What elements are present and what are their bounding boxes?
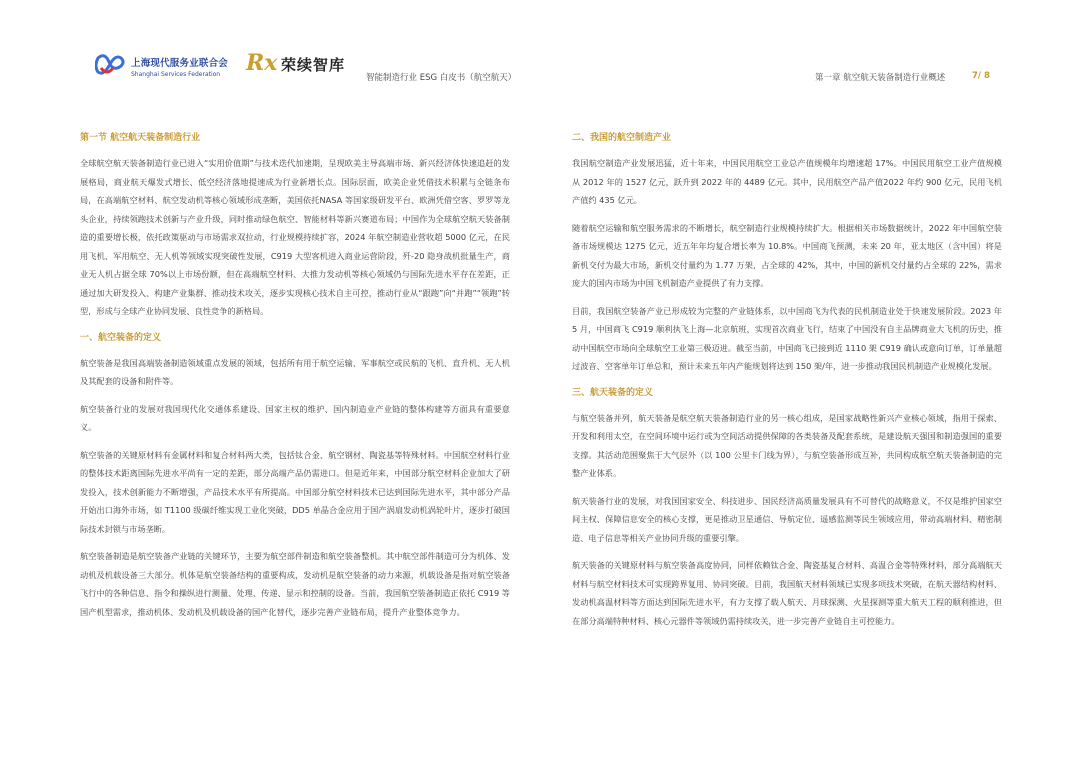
intro-paragraph: 全球航空航天装备制造行业已进入“实用价值期”与技术迭代加速期，呈现欧美主导高端市场、新兴经济体快速追赶的发展格局，商业航天爆发式增长、低空经济落地提速成为行业新增长点。国际层面，欧美企业凭借技术积累与全链条布局，在高端航空材料、航空发动机等核心领域形成垄断，美国依托NASA 等国家级研发平台、欧洲凭借空客、罗罗等龙头企业，持续领跑技术创新与产业升级，同时推动绿色航空、智能材料等新兴赛道布局；中国作为全球航空航天装备制造的重要增长极，依托政策驱动与市场需求双拉动，行业规模持续扩容，2024 年航空制造业营收超 5000 亿元，在民用飞机、军用航空、无人机等领域实现突破性发展，C919 大型客机进入商业运营阶段，歼-20 隐身战机批量生产，商业无人机占据全球 70%以上市场份额，但在高端航空材料、大推力发动机等核心领域仍与国际先进水平存在差距，正通过加大研发投入、构建产业集群、推动技术攻关，逐步实现核心技术自主可控，推动行业从“跟跑”向“并跑”“领跑”转型，形成与全球产业协同发展、良性竞争的新格局。 (80, 158, 510, 316)
subsection-aerospace-definition-title: 三、航天装备的定义 (572, 387, 654, 398)
paragraph: 航空装备制造是航空装备产业链的关键环节，主要为航空部件制造和航空装备整机。其中航空部件制造可分为机体、发动机及机载设备三大部分。机体是航空装备结构的重要构成，发动机是航空装备的动力来源，机载设备是指对航空装备飞行中的各种信息、指令和操纵进行测量、处理、传递、显示和控制的设备。当前，我国航空装备制造正依托 C919 等国产机型需求，推动机体、发动机及机载设备的国产化替代，逐步完善产业链布局，提升产业整体竞争力。 (80, 551, 510, 617)
paragraph: 航空装备的关键原材料有金属材料和复合材料两大类，包括钛合金、航空钢材、陶瓷基等特殊材料。中国航空材料行业的整体技术距离国际先进水平尚有一定的差距，部分高端产品仍需进口。但是近年来，中国部分航空材料企业加大了研发投入，技术创新能力不断增强，产品技术水平有所提高。中国部分航空材料技术已达到国际先进水平，其中部分产品开始出口海外市场，如 T1100 级碳纤维实现工业化突破，DD5 单晶合金应用于国产涡扇发动机涡轮叶片，逐步打破国际技术封锁与市场垄断。 (80, 449, 510, 534)
rx-logo-icon (246, 50, 277, 76)
paragraph: 与航空装备并列，航天装备是航空航天装备制造行业的另一核心组成，是国家战略性新兴产业核心领域，指用于探索、开发和利用太空，在空间环境中运行或为空间活动提供保障的各类装备及配套系统，是建设航天强国和制造强国的重要支撑。其活动范围聚焦于大气层外（以 100 公里卡门线为界），与航空装备形成互补，共同构成航空航天装备制造的完整产业体系。 (572, 412, 1002, 478)
page-header (0, 0, 1080, 100)
right-column (572, 130, 1002, 639)
org1-name-en: Shanghai Services Federation (131, 71, 221, 78)
paragraph: 航天装备的关键原材料与航空装备高度协同，同样依赖钛合金、陶瓷基复合材料、高温合金等特殊材料，部分高端航天材料与航空材料技术可实现跨界复用、协同突破。目前，我国航天材料领域已实现多项技术突破，在航天器结构材料、发动机高温材料等方面达到国际先进水平，有力支撑了载人航天、月球探测、火星探测等重大航天工程的顺利推进，但在部分高端特种材料、核心元器件等领域仍需持续攻关，进一步完善产业链自主可控能力。 (572, 560, 1002, 626)
org1-name: 上海现代服务业联合会 (131, 58, 229, 69)
paragraph: 我国航空制造产业发展迅猛，近十年来，中国民用航空工业总产值规模年均增速超 17%。中国民用航空工业产值规模从 2012 年的 1527 亿元，跃升到 2022 年的 4489 亿元。其中，民用航空产品产值2022 年约 900 亿元，民用飞机产值约 435 亿元。 (572, 158, 1002, 205)
document-title: 智能制造行业 ESG 白皮书（航空航天） (366, 73, 517, 83)
org2-name: 荣续智库 (281, 56, 346, 74)
paragraph: 航天装备行业的发展，对我国国家安全、科技进步、国民经济高质量发展具有不可替代的战略意义，不仅是维护国家空间主权、保障信息安全的核心支撑，更是推动卫星通信、导航定位、遥感监测等民生领域应用，带动高端材料、精密制造、电子信息等相关产业协同升级的重要引擎。 (572, 495, 1002, 543)
paragraph: 航空装备行业的发展对我国现代化交通体系建设、国家主权的维护、国内制造业产业链的整体构建等方面具有重要意义。 (80, 403, 510, 432)
paragraph: 目前，我国航空装备产业已形成较为完整的产业链体系，以中国商飞为代表的民机制造业处于快速发展阶段。2023 年 5 月，中国商飞 C919 顺利执飞上海—北京航班，实现首次商业飞行，结束了中国没有自主品牌商业大飞机的历史，推动中国航空市场向全球航空工业第三极迈进。截至当前，中国商飞已接到近 1110 架 C919 确认或意向订单，订单量超过波音、空客单年订单总和，预计未来五年内产能规划将达到 150 架/年，进一步推动我国民机制造产业规模化发展。 (572, 305, 1002, 371)
paragraph: 航空装备是我国高端装备制造领域重点发展的领域，包括所有用于航空运输、军事航空或民航的飞机、直升机、无人机及其配套的设备和附件等。 (80, 357, 510, 386)
ssf-logo-text (131, 55, 228, 78)
page-number: 7/ 8 (972, 71, 990, 81)
chapter-title: 第一章 航空航天装备制造行业概述 (815, 73, 946, 83)
ssf-logo-icon (95, 54, 125, 78)
paragraph: 随着航空运输和航空服务需求的不断增长，航空制造行业规模持续扩大。根据相关市场数据统计，2022 年中国航空装备市场规模达 1275 亿元，近五年年均复合增长率为 10.8%。中国商飞预测，未来 20 年，亚太地区（含中国）将是新机交付为最大市场，新机交付量约为 1.77 万架，占全球的 42%，其中，中国的新机交付量约占全球的 22%，需求庞大的国内市场为中国飞机制造产业提供了有力支撑。 (572, 222, 1002, 288)
subsection-china-aviation-title: 二、我国的航空制造产业 (572, 133, 672, 143)
org2-mark: Rx (246, 50, 278, 76)
subsection-aviation-definition-title: 一、航空装备的定义 (80, 332, 162, 343)
section-title: 第一节 航空航天装备制造行业 (80, 133, 201, 143)
left-column (80, 130, 510, 630)
